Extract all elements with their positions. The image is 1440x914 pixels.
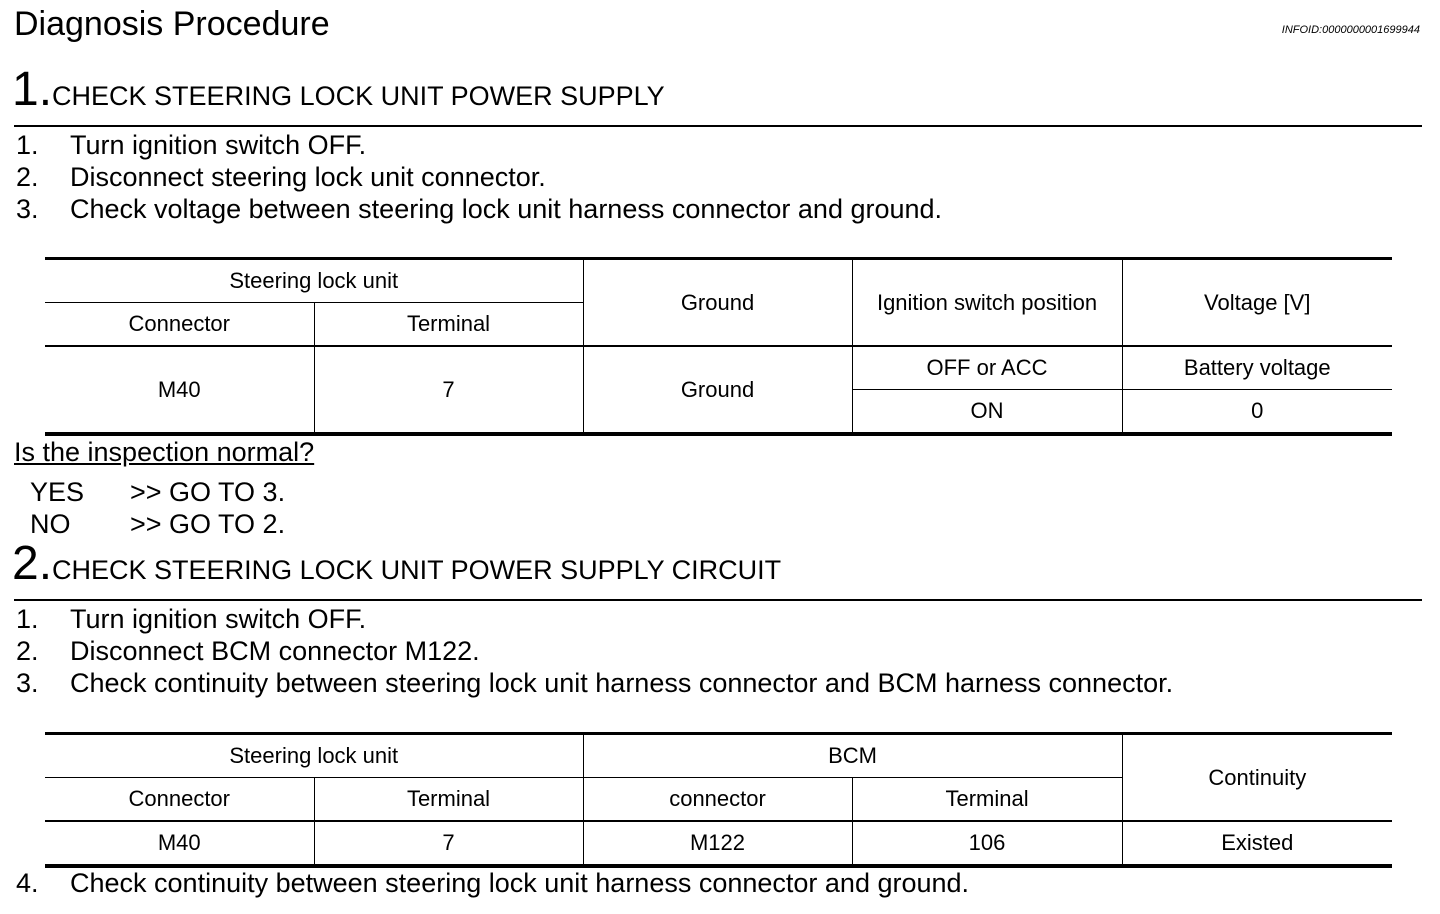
table-row [45,821,1392,866]
table-header: Voltage [V] [1122,259,1392,347]
inspection-question: Is the inspection normal? [14,437,315,467]
table-cell: 7 [314,821,583,866]
table-header: Steering lock unit [45,259,583,303]
table-cell: ON [852,390,1122,435]
table-cell: OFF or ACC [852,346,1122,390]
table-cell: 0 [1122,390,1392,435]
answer-yes: YES >> GO TO 3. [30,477,286,507]
voltage-check-table [45,257,1392,436]
table-cell: 7 [314,346,583,434]
list-item: 3. Check continuity between steering lock unit harness connector and BCM harness connector. [16,668,1174,698]
list-item: 2. Disconnect BCM connector M122. [16,636,480,666]
table-cell: Battery voltage [1122,346,1392,390]
table-header: connector [583,778,852,822]
info-id: INFOID:0000000001699944 [1281,24,1420,36]
table-header: Terminal [314,778,583,822]
step2-number: 2. [12,537,53,590]
list-item: 3. Check voltage between steering lock unit harness connector and ground. [16,194,943,224]
step1-divider [14,125,1422,127]
list-item: 2. Disconnect steering lock unit connector. [16,162,546,192]
step1-instructions [16,129,942,225]
table-header: Ground [583,259,852,347]
step2-heading [12,537,782,590]
answer-no: NO >> GO TO 2. [30,509,286,539]
page-title: Diagnosis Procedure [14,5,330,43]
table-header: BCM [583,734,1122,778]
table-header: Terminal [852,778,1122,822]
step1-heading [12,63,665,116]
table-header: Ignition switch position [852,259,1122,347]
step1-number: 1. [12,63,53,116]
step1-title: CHECK STEERING LOCK UNIT POWER SUPPLY [52,81,665,111]
table-cell: M122 [583,821,852,866]
table-cell: M40 [45,821,314,866]
answers [30,476,285,540]
table-header: Connector [45,303,314,347]
table-header: Continuity [1122,734,1392,822]
continuity-check-table [45,732,1392,868]
table-header: Steering lock unit [45,734,583,778]
list-item: 4. Check continuity between steering lock unit harness connector and ground. [16,868,970,898]
table-cell: Ground [583,346,852,434]
step2-divider [14,599,1422,601]
list-item: 1. Turn ignition switch OFF. [16,130,367,160]
step2-title: CHECK STEERING LOCK UNIT POWER SUPPLY CIRCUIT [52,555,782,585]
table-cell: Existed [1122,821,1392,866]
table-cell: M40 [45,346,314,434]
step2-instructions [16,603,1173,699]
step2-extra-instruction [16,867,969,899]
list-item: 1. Turn ignition switch OFF. [16,604,367,634]
table-cell: 106 [852,821,1122,866]
table-header: Terminal [314,303,583,347]
table-header: Connector [45,778,314,822]
